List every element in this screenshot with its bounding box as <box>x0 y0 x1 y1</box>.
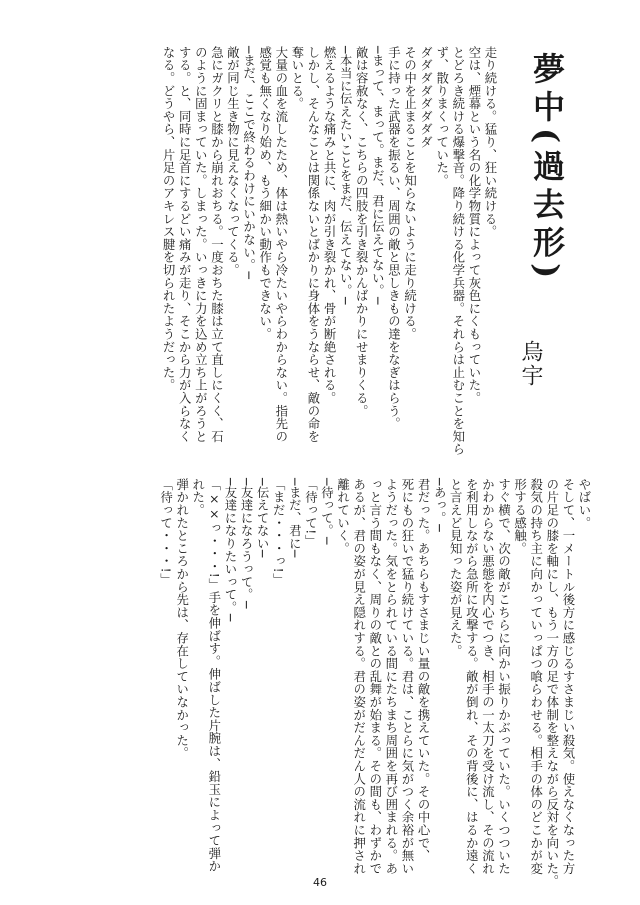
text-line: と言えど見知った姿が見えた。 <box>448 478 464 658</box>
text-line: 感覚も無くなり始め、もう細かい動作もできない。 <box>257 46 273 341</box>
text-line: ─まって、まって。まだ、君に伝えてない。─ <box>370 46 386 305</box>
text-line: やばい。 <box>577 478 592 530</box>
text-line: ─待って。─ <box>319 478 335 545</box>
text-line: ダダダダダダダダ <box>418 46 434 149</box>
text-line: 燃えるような痛みと共に、肉が引き裂かれ、骨が断絶される。 <box>322 46 338 405</box>
text-line: 空は、煙幕という名の化学物質によって灰色にくもっていた。 <box>466 46 482 405</box>
text-line: 「××っ・・・!」手を伸ばす。伸ばした片腕は、鉛玉によって弾か <box>206 478 222 873</box>
story-title: 夢中(過去形) <box>528 52 566 285</box>
upper-text-block <box>160 46 498 456</box>
text-line: あるが、君の姿が見え隠れする。君の姿がだんだん人の流れに押され <box>351 478 367 875</box>
text-line: ─まだ、ここで終わるわけにいかない。─ <box>241 46 257 280</box>
text-line: とどろき続ける爆撃音。降り続ける化学兵器。それらは止むことを知ら <box>450 46 466 456</box>
author-name: 烏宇 <box>518 340 543 388</box>
text-line: を利用しながら急所に攻撃する。敵が倒れ、その背後に、はるか遠く <box>464 478 480 875</box>
text-line: 死にもの狂いで猛り続けている。君は、ことらに気がつく余裕が無い <box>399 478 415 875</box>
text-line: 弾かれたところから先は、存在していなかった。 <box>174 478 190 760</box>
text-line: かわからない悪態を内心でつき、相手の一太刀を受け流し、その流れ <box>480 478 496 875</box>
text-line: 急にガクリと膝から崩れおちる。一度おちた膝は立て直しにくく、石 <box>209 46 225 443</box>
text-line: する。と、同時に足首にするどい痛みが走り、そこから力が入らなく <box>177 46 193 443</box>
text-line: 敵は容赦なく、こちらの四肢を引き裂かんばかりにせまりくる。 <box>354 46 370 418</box>
text-line: そして、一メートル後方に感じるすさまじい殺気。使えなくなった方 <box>560 478 576 875</box>
text-line: 殺気の持ち主に向かっていっぱつ喰らわせる。相手の体のどこかが変 <box>528 478 544 875</box>
text-line: っと言う間もなく、周りの敵との乱舞が始まる。その間も、わずかで <box>367 478 383 875</box>
text-line: 形する感触。 <box>512 478 528 555</box>
text-line: の片足の膝を軸にし、もう一方の足で体制を整えながら反対を向いた。 <box>544 478 560 888</box>
text-line: ─友達になろうって。─ <box>239 478 255 609</box>
text-line: ─あっ。─ <box>432 478 448 533</box>
text-line: のように固まっていた。しまった。いっきに力を込め立ち上がろうと <box>193 46 209 443</box>
text-line: 手に持った武器を振るい、周囲の敵と思しきもの達をなぎはらう。 <box>386 46 402 430</box>
text-line: 「待って・・・!」 <box>158 478 174 586</box>
text-line: 「まだ・・・っ!」 <box>271 478 287 586</box>
text-line: 奪いとる。 <box>289 46 305 110</box>
text-line: 離れていく。 <box>335 478 351 555</box>
text-line: ─本当に伝えたいことをまだ、伝えてない。─ <box>338 46 354 305</box>
text-line: れた。 <box>190 478 206 517</box>
text-line: なる。どうやら、片足のアキレス腱を切られたようだった。 <box>161 46 177 392</box>
text-line: すぐ横で、次の敵がこちらに向かい振りかぶっていた。いくつついた <box>496 478 512 875</box>
text-line: ─伝えてない─ <box>255 478 271 558</box>
text-line: 君だった。あちらもすさまじい量の敵を携えていた。その中心で、 <box>416 478 432 862</box>
text-line: 走り続ける。猛り、狂い続ける。 <box>483 46 498 238</box>
page-number: 46 <box>313 876 327 889</box>
text-line: しかし、そんなことは関係ないとばかりに身体をうならせ、敵の命を <box>305 46 321 443</box>
text-line: 「待って!」 <box>303 478 319 548</box>
text-line: その中を止まることを知らないように走り続ける。 <box>402 46 418 341</box>
text-line: 敵が同じ生き物に見えなくなってくる。 <box>225 46 241 277</box>
text-line: ようだった。気をとられている間にたちまち周囲を再び囲まれる。あ <box>383 478 399 875</box>
text-line: ─まだ、君に─ <box>287 478 303 558</box>
text-line: ─友達になりたいって。─ <box>222 478 238 622</box>
text-line: ず、散りまくっていた。 <box>434 46 450 187</box>
text-line: 大量の血を流したため、体は熱いやら冷たいやらわからない。指先の <box>273 46 289 443</box>
